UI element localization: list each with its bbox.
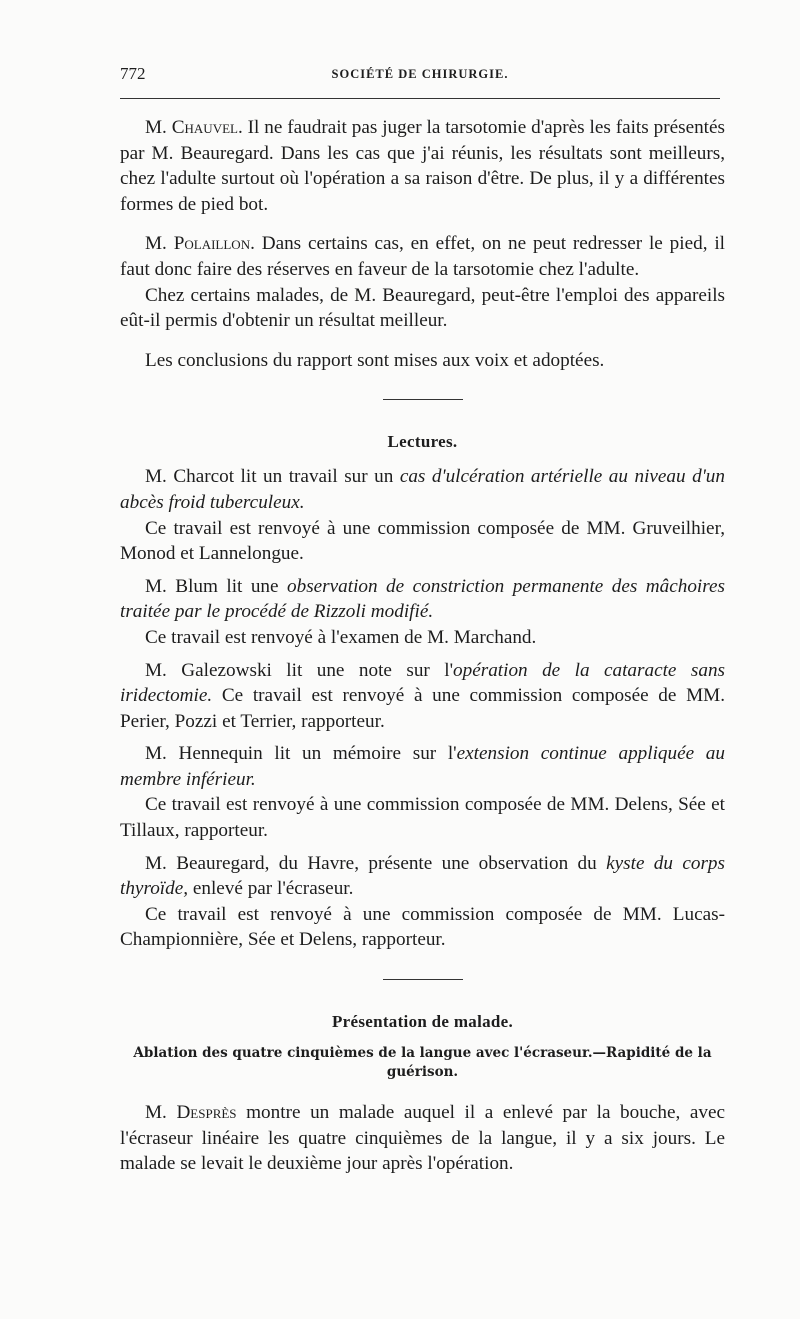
paragraph-text: M. Blum lit une bbox=[145, 575, 287, 597]
section-title-lectures: Lectures. bbox=[387, 432, 458, 452]
section-divider bbox=[383, 979, 463, 980]
paragraph-galezowski bbox=[120, 658, 725, 735]
paragraph-blum bbox=[120, 574, 725, 625]
paragraph-conclusions: Les conclusions du rapport sont mises aux voix et adoptées. bbox=[145, 349, 605, 371]
work-title: cas d'ulcération artérielle au niveau d'un abcès froid tuberculeux. bbox=[120, 466, 725, 513]
work-title: opération de la cataracte sans iridectomie. bbox=[120, 659, 726, 707]
paragraph-text: Ce travail est renvoyé à une commission composée de MM. Lucas-Championnière, Sée et Delens, rapporteur. bbox=[120, 903, 725, 951]
work-title: kyste du corps thyroïde, bbox=[120, 852, 725, 900]
paragraph-text: Ce travail est renvoyé à l'examen de M. Marchand. bbox=[145, 626, 537, 648]
paragraph-text: M. Hennequin lit un mémoire sur l' bbox=[145, 743, 457, 765]
page-header bbox=[120, 64, 720, 86]
speaker-name: M. Polaillon. bbox=[145, 233, 255, 255]
paragraph-text: Ce travail est renvoyé à une commission composée de MM. Delens, Sée et Tillaux, rapporteur. bbox=[120, 794, 725, 842]
paragraph-text: Ce travail est renvoyé à une commission composée de MM. Gruveilhier, Monod et Lannelongue. bbox=[120, 517, 725, 565]
speaker-name: M. Chauvel. bbox=[145, 117, 243, 138]
paragraph-text: Dans certains cas, en effet, on ne peut redresser le pied, il faut donc faire des réserves en faveur de la tarsotomie chez l'adulte. bbox=[120, 233, 725, 280]
paragraph-chauvel bbox=[120, 115, 725, 217]
section-subtitle: Ablation des quatre cinquièmes de la langue avec l'écraseur.—Rapidité de la guérison. bbox=[133, 1045, 712, 1081]
section-title-presentation: Présentation de malade. bbox=[331, 1012, 514, 1032]
paragraph-text: M. Beauregard, du Havre, présente une observation du bbox=[145, 852, 607, 874]
page-number: 772 bbox=[120, 64, 146, 83]
paragraph-text: M. Charcot lit un travail sur un bbox=[145, 466, 400, 488]
paragraph-text: montre un malade auquel il a enlevé par la bouche, avec l'écraseur linéaire les quatre cinquièmes de la langue, il y a six jours. Le malade se levait le deuxième jour après l'opération. bbox=[120, 1102, 725, 1175]
paragraph-polaillon bbox=[120, 231, 725, 282]
work-title: observation de constriction permanente des mâchoires traitée par le procédé de Rizzoli modifié. bbox=[120, 575, 725, 623]
speaker-name: M. Desprès bbox=[145, 1102, 237, 1124]
paragraph-charcot bbox=[120, 464, 725, 515]
paragraph-text: enlevé par l'écraseur. bbox=[188, 878, 354, 900]
header-rule bbox=[120, 98, 720, 99]
paragraph-beauregard bbox=[120, 851, 725, 902]
work-title: extension continue appliquée au membre inférieur. bbox=[120, 743, 725, 790]
paragraph-text: Chez certains malades, de M. Beauregard, peut-être l'emploi des appareils eût-il permis d'obtenir un résultat meilleur. bbox=[120, 284, 725, 332]
paragraph-text: Il ne faudrait pas juger la tarsotomie d'après les faits présentés par M. Beauregard. Dans les cas que j'ai réunis, les résultats sont meilleurs, chez l'adulte surtout où l'opération a sa raison d'être. De plus, il y a différentes formes de pied bot. bbox=[120, 117, 725, 215]
page-body bbox=[120, 115, 725, 1177]
paragraph-text: M. Galezowski lit une note sur l' bbox=[145, 659, 454, 681]
paragraph-hennequin bbox=[120, 741, 725, 792]
running-title: SOCIÉTÉ DE CHIRURGIE. bbox=[331, 67, 509, 81]
section-divider bbox=[383, 399, 463, 400]
paragraph-despres bbox=[120, 1100, 725, 1177]
paragraph-text: Ce travail est renvoyé à une commission composée de MM. Perier, Pozzi et Terrier, rapporteur. bbox=[120, 685, 725, 732]
